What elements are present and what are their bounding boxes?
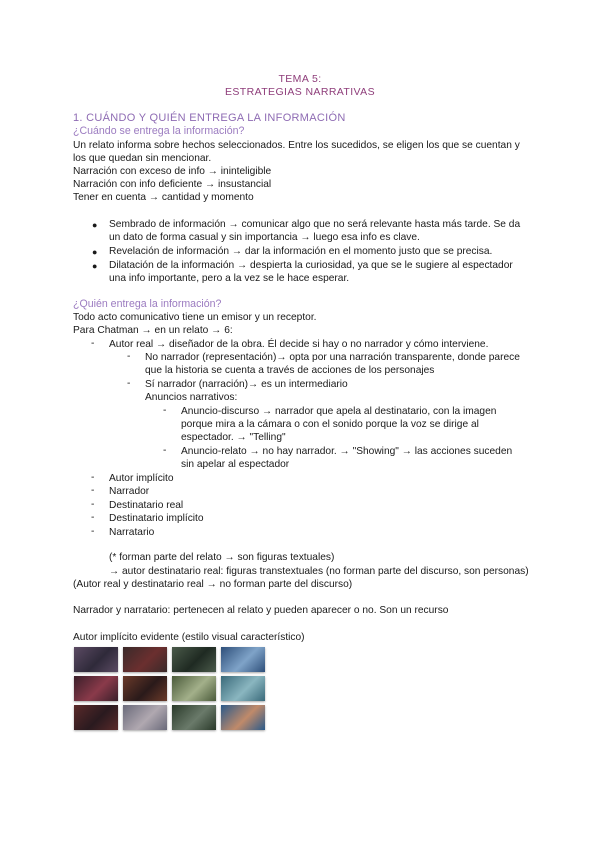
film-still-image <box>172 647 216 672</box>
film-still-image <box>221 676 265 701</box>
anuncio-discurso-text: espectador. → "Telling" <box>181 432 286 443</box>
list-item: Destinatario implícito <box>109 513 204 524</box>
paragraph-line: Tener en cuenta → cantidad y momento <box>73 192 254 203</box>
film-still-image <box>172 705 216 730</box>
no-narrador-text: que la historia se cuenta a través de acciones de los personajes <box>145 365 435 376</box>
anuncios-label: Anuncios narrativos: <box>145 392 238 403</box>
note-line: → autor destinatario real: figuras transtextuales (no forman parte del discurso, son personas) <box>109 566 529 577</box>
anuncio-discurso-text: Anuncio-discurso → narrador que apela al destinatario, con la imagen <box>181 406 497 417</box>
dash-icon: - <box>91 338 95 349</box>
note-line: (Autor real y destinatario real → no forman parte del discurso) <box>73 579 353 590</box>
dash-icon: - <box>91 512 95 523</box>
paragraph-line: Narración con exceso de info → ininteligible <box>73 166 272 177</box>
bullet-text: Sembrado de información → comunicar algo que no será relevante hasta más tarde. Se da <box>109 219 521 230</box>
paragraph-line: Para Chatman → en un relato → 6: <box>73 325 233 336</box>
bullet-text: Dilatación de la información → despierta la curiosidad, ya que se le sugiere al espectador <box>109 260 513 271</box>
film-still-image <box>123 705 167 730</box>
paragraph-line: Todo acto comunicativo tiene un emisor y un receptor. <box>73 312 317 323</box>
subheading-cuando: ¿Cuándo se entrega la información? <box>73 125 245 137</box>
film-still-image <box>172 676 216 701</box>
bullet-text: Revelación de información → dar la información en el momento justo que se precisa. <box>109 246 493 257</box>
bullet-text: una info importante, pero a la vez se le hace esperar. <box>109 273 350 284</box>
dash-icon: - <box>91 499 95 510</box>
dash-icon: - <box>127 378 131 389</box>
dash-icon: - <box>163 405 167 416</box>
dash-icon: - <box>91 526 95 537</box>
dash-icon: - <box>91 472 95 483</box>
narrador-narratario-text: Narrador y narratario: pertenecen al relato y pueden aparecer o no. Son un recurso <box>73 605 449 616</box>
list-item: Narratario <box>109 527 155 538</box>
subheading-quien: ¿Quién entrega la información? <box>73 298 222 310</box>
autor-implicito-evidente-text: Autor implícito evidente (estilo visual característico) <box>73 632 305 643</box>
dash-icon: - <box>163 445 167 456</box>
page-title-line1: TEMA 5: <box>278 73 322 85</box>
page-title-line2: ESTRATEGIAS NARRATIVAS <box>225 86 375 98</box>
paragraph-line: Narración con info deficiente → insustancial <box>73 179 272 190</box>
paragraph-line: Un relato informa sobre hechos seleccionados. Entre los sucedidos, se eligen los que se cuentan y <box>73 140 520 151</box>
paragraph-line: los que quedan sin mencionar. <box>73 153 212 164</box>
film-still-image <box>123 676 167 701</box>
list-item: Narrador <box>109 486 150 497</box>
film-still-image <box>74 676 118 701</box>
film-still-image <box>221 705 265 730</box>
dash-icon: - <box>91 485 95 496</box>
list-item: Autor implícito <box>109 473 174 484</box>
bullet-text: un dato de forma casual y sin importancia → luego esa info es clave. <box>109 232 420 243</box>
autor-real-text: Autor real → diseñador de la obra. Él decide si hay o no narrador y cómo interviene. <box>109 339 489 350</box>
anuncio-relato-text: Anuncio-relato → no hay narrador. → "Showing" → las acciones suceden <box>181 446 513 457</box>
film-still-image <box>74 705 118 730</box>
dash-icon: - <box>127 351 131 362</box>
bullet-icon: ● <box>92 220 98 230</box>
film-still-image <box>123 647 167 672</box>
list-item: Destinatario real <box>109 500 184 511</box>
section-heading: 1. CUÁNDO Y QUIÉN ENTREGA LA INFORMACIÓN <box>73 112 346 124</box>
film-still-image <box>74 647 118 672</box>
si-narrador-text: Sí narrador (narración)→ es un intermediario <box>145 379 348 390</box>
anuncio-relato-text: sin apelar al espectador <box>181 459 290 470</box>
film-still-image <box>221 647 265 672</box>
no-narrador-text: No narrador (representación)→ opta por una narración transparente, donde parece <box>145 352 520 363</box>
anuncio-discurso-text: porque mira a la cámara o con el sonido porque la voz se dirige al <box>181 419 479 430</box>
bullet-icon: ● <box>92 247 98 257</box>
bullet-icon: ● <box>92 261 98 271</box>
film-stills-grid <box>74 647 266 731</box>
note-line: (* forman parte del relato → son figuras textuales) <box>109 552 335 563</box>
